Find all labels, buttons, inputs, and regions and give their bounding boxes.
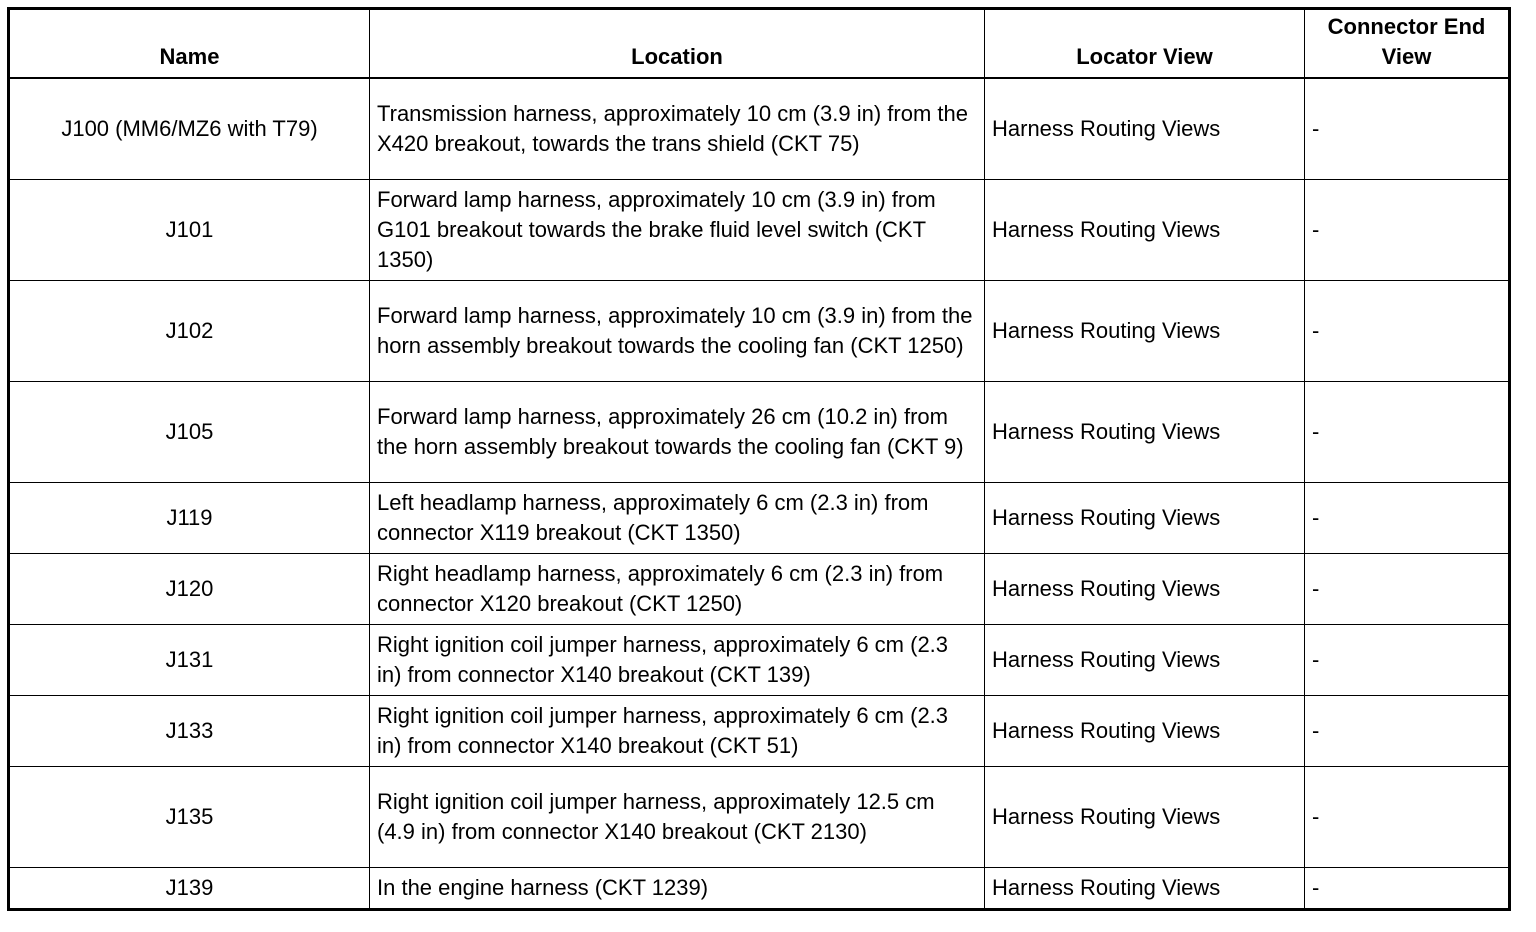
table-row	[9, 554, 1510, 625]
cell-locator-view: Harness Routing Views	[985, 78, 1305, 180]
header-row	[9, 9, 1510, 79]
table-row	[9, 483, 1510, 554]
cell-location: Right ignition coil jumper harness, approximately 12.5 cm (4.9 in) from connector X140 breakout (CKT 2130)	[370, 767, 985, 868]
cell-name: J119	[9, 483, 370, 554]
cell-location: Forward lamp harness, approximately 10 cm (3.9 in) from the horn assembly breakout towards the cooling fan (CKT 1250)	[370, 281, 985, 382]
cell-locator-view: Harness Routing Views	[985, 281, 1305, 382]
cell-location: Transmission harness, approximately 10 cm (3.9 in) from the X420 breakout, towards the trans shield (CKT 75)	[370, 78, 985, 180]
cell-locator-view: Harness Routing Views	[985, 696, 1305, 767]
cell-connector-end-view: -	[1305, 767, 1510, 868]
cell-connector-end-view: -	[1305, 868, 1510, 910]
cell-connector-end-view: -	[1305, 696, 1510, 767]
cell-location: Right ignition coil jumper harness, approximately 6 cm (2.3 in) from connector X140 breakout (CKT 51)	[370, 696, 985, 767]
cell-location: Forward lamp harness, approximately 10 cm (3.9 in) from G101 breakout towards the brake fluid level switch (CKT 1350)	[370, 180, 985, 281]
cell-name: J102	[9, 281, 370, 382]
cell-locator-view: Harness Routing Views	[985, 382, 1305, 483]
cell-locator-view: Harness Routing Views	[985, 483, 1305, 554]
cell-location: Right headlamp harness, approximately 6 cm (2.3 in) from connector X120 breakout (CKT 1250)	[370, 554, 985, 625]
cell-connector-end-view: -	[1305, 281, 1510, 382]
cell-name: J101	[9, 180, 370, 281]
cell-location: Forward lamp harness, approximately 26 cm (10.2 in) from the horn assembly breakout towards the cooling fan (CKT 9)	[370, 382, 985, 483]
header-location: Location	[370, 9, 985, 79]
cell-connector-end-view: -	[1305, 554, 1510, 625]
table-row	[9, 382, 1510, 483]
cell-name: J135	[9, 767, 370, 868]
cell-name: J105	[9, 382, 370, 483]
cell-locator-view: Harness Routing Views	[985, 554, 1305, 625]
table-row	[9, 78, 1510, 180]
cell-locator-view: Harness Routing Views	[985, 180, 1305, 281]
cell-name: J133	[9, 696, 370, 767]
cell-name: J131	[9, 625, 370, 696]
table-row	[9, 281, 1510, 382]
cell-location: Right ignition coil jumper harness, approximately 6 cm (2.3 in) from connector X140 breakout (CKT 139)	[370, 625, 985, 696]
cell-location: In the engine harness (CKT 1239)	[370, 868, 985, 910]
table-row	[9, 696, 1510, 767]
header-locator-view: Locator View	[985, 9, 1305, 79]
table-row	[9, 868, 1510, 910]
header-connector-end-view: Connector End View	[1305, 9, 1510, 79]
cell-connector-end-view: -	[1305, 78, 1510, 180]
table-row	[9, 767, 1510, 868]
header-name: Name	[9, 9, 370, 79]
cell-location: Left headlamp harness, approximately 6 cm (2.3 in) from connector X119 breakout (CKT 1350)	[370, 483, 985, 554]
cell-connector-end-view: -	[1305, 625, 1510, 696]
cell-name: J139	[9, 868, 370, 910]
cell-locator-view: Harness Routing Views	[985, 625, 1305, 696]
cell-name: J100 (MM6/MZ6 with T79)	[9, 78, 370, 180]
cell-locator-view: Harness Routing Views	[985, 868, 1305, 910]
cell-connector-end-view: -	[1305, 382, 1510, 483]
cell-connector-end-view: -	[1305, 483, 1510, 554]
table-row	[9, 625, 1510, 696]
connector-location-table	[7, 7, 1511, 911]
cell-connector-end-view: -	[1305, 180, 1510, 281]
cell-name: J120	[9, 554, 370, 625]
table-row	[9, 180, 1510, 281]
cell-locator-view: Harness Routing Views	[985, 767, 1305, 868]
